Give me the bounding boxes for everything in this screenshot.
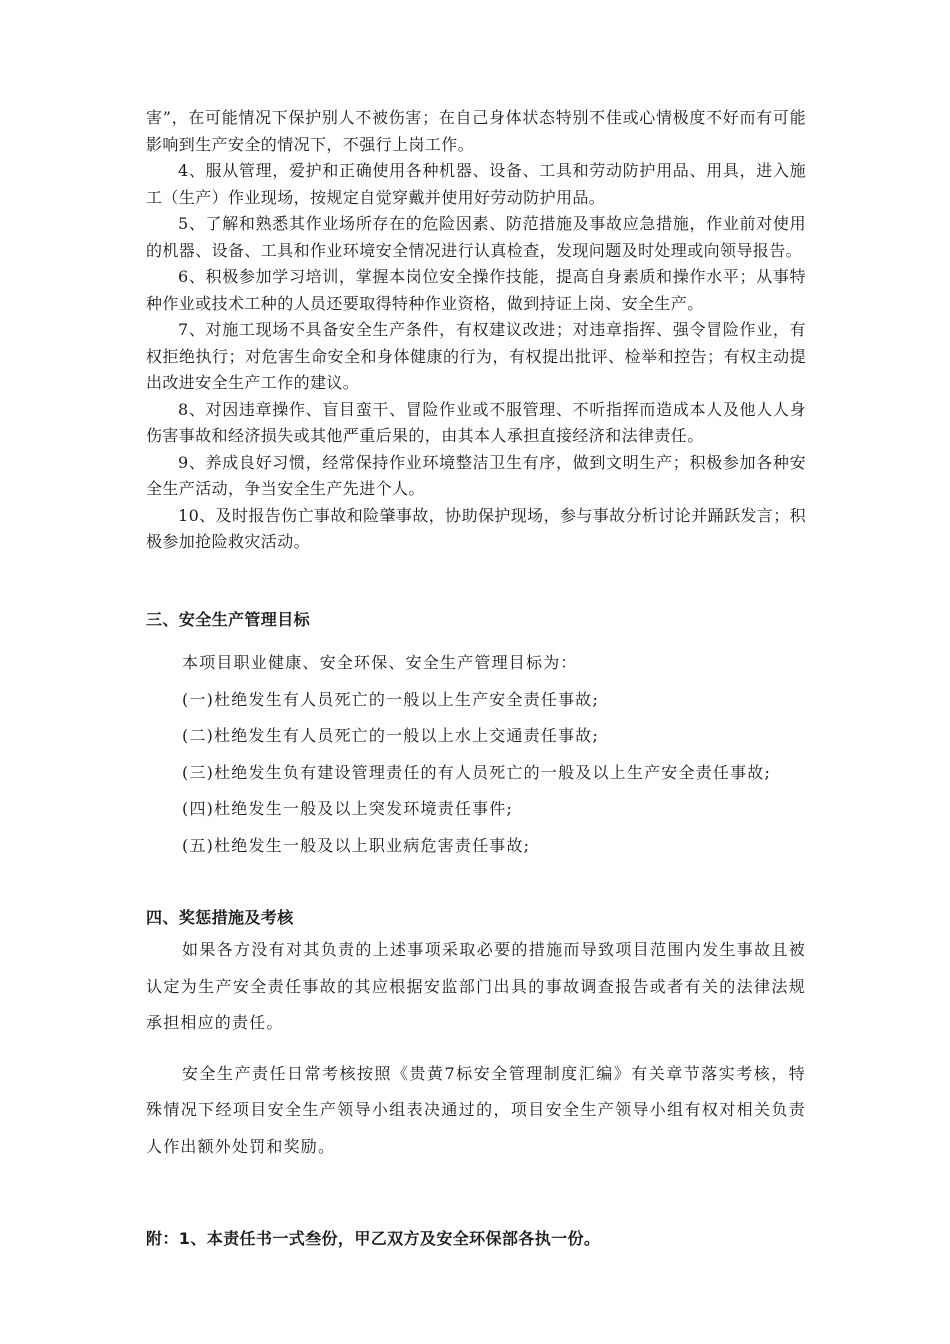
penalty-section (146, 932, 806, 1165)
penalty-paragraph: 如果各方没有对其负责的上述事项采取必要的措施而导致项目范围内发生事故且被认定为生产安全责任事故的其应根据安监部门出具的事故调查报告或者有关的法律法规承担相应的责任。 (146, 940, 806, 1032)
duty-item: 8、对因违章操作、盲目蛮干、冒险作业或不服管理、不听指挥而造成本人及他人人身伤害事故和经济损失或其他严重后果的，由其本人承担直接经济和法律责任。 (146, 399, 806, 445)
duty-item: 10、及时报告伤亡事故和险肇事故，协助保护现场，参与事故分析讨论并踊跃发言；积极参加抢险救灾活动。 (146, 505, 806, 551)
section-heading: 四、奖惩措施及考核 (146, 908, 294, 927)
duty-item: 9、养成良好习惯，经常保持作业环境整洁卫生有序，做到文明生产；积极参加各种安全生产活动，争当安全生产先进个人。 (146, 452, 806, 498)
duty-continuation: 害”，在可能情况下保护别人不被伤害；在自己身体状态特别不佳或心情极度不好而有可能影响到生产安全的情况下，不强行上岗工作。 (146, 108, 806, 154)
duty-item: 6、积极参加学习培训，掌握本岗位安全操作技能，提高自身素质和操作水平；从事特种作业或技术工种的人员还要取得特种作业资格，做到持证上岗、安全生产。 (146, 267, 806, 313)
duty-item: 5、了解和熟悉其作业场所存在的危险因素、防范措施及事故应急措施，作业前对使用的机器、设备、工具和作业环境安全情况进行认真检查，发现问题及时处理或向领导报告。 (146, 214, 806, 260)
assessment-paragraph: 安全生产责任日常考核按照《贵黄7标安全管理制度汇编》有关章节落实考核，特殊情况下经项目安全生产领导小组表决通过的，项目安全生产领导小组有权对相关负责人作出额外处罚和奖励。 (146, 1063, 806, 1156)
duty-item: 7、对施工现场不具备安全生产条件，有权建议改进；对违章指挥、强令冒险作业，有权拒绝执行；对危害生命安全和身体健康的行为，有权提出批评、检举和控告；有权主动提出改进安全生产工作的建议。 (146, 320, 806, 392)
duties-list (146, 105, 806, 556)
goal-item: (三)杜绝发生负有建设管理责任的有人员死亡的一般及以上生产安全责任事故; (182, 762, 772, 782)
duty-item: 4、服从管理，爱护和正确使用各种机器、设备、工具和劳动防护用品、用具，进入施工（生产）作业现场，按规定自觉穿戴并使用好劳动防护用品。 (146, 161, 806, 207)
section-heading: 三、安全生产管理目标 (146, 610, 311, 629)
goal-item: (一)杜绝发生有人员死亡的一般以上生产安全责任事故; (182, 689, 600, 709)
appendix-note: 附：1、本责任书一式叁份，甲乙双方及安全环保部各执一份。 (146, 1229, 601, 1248)
goals-intro: 本项目职业健康、安全环保、安全生产管理目标为： (182, 653, 578, 672)
goals-section (146, 645, 806, 864)
goal-item: (二)杜绝发生有人员死亡的一般以上水上交通责任事故; (182, 726, 600, 745)
goal-item: (四)杜绝发生一般及以上突发环境责任事件; (182, 799, 514, 818)
goal-item: (五)杜绝发生一般及以上职业病危害责任事故; (182, 835, 531, 855)
